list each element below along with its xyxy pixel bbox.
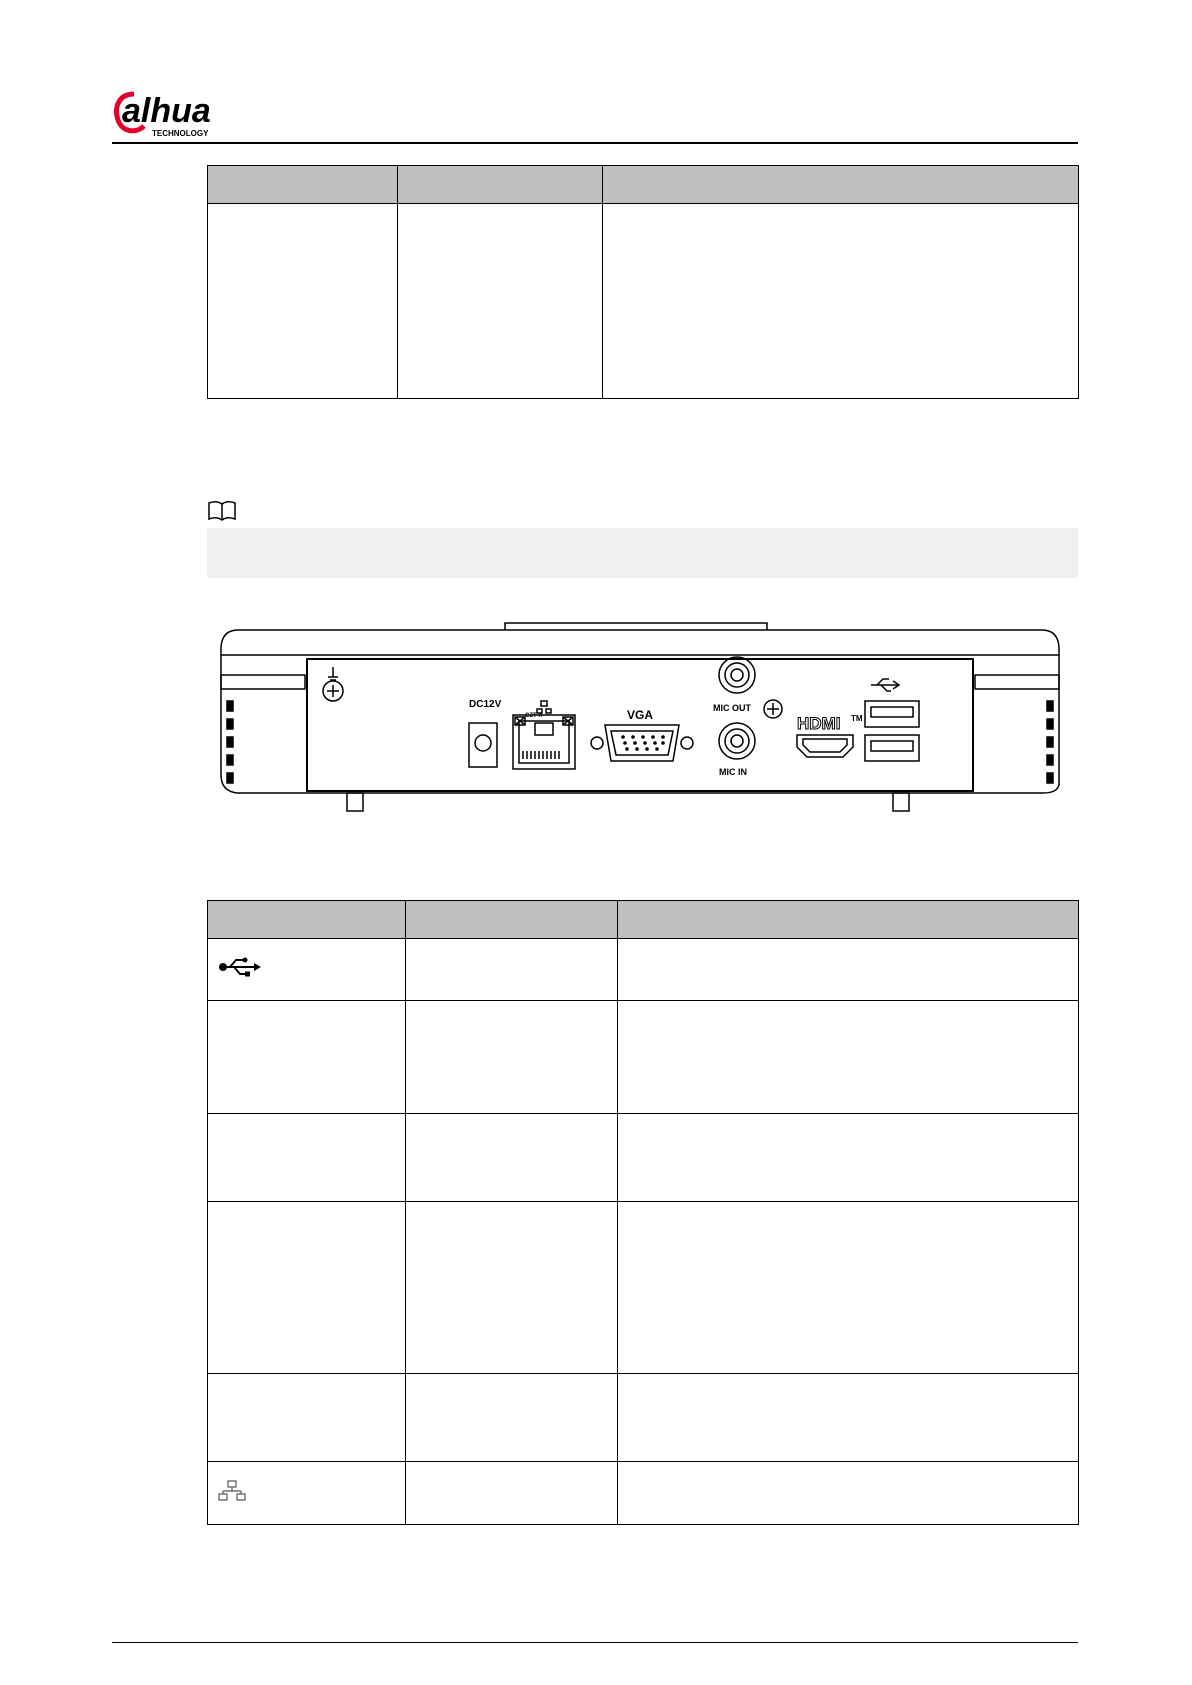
book-note-icon: [207, 500, 237, 522]
table-cell: [618, 1114, 1079, 1202]
table-cell: [208, 1001, 406, 1114]
table-row: [208, 1462, 1079, 1525]
usb-icon: [218, 957, 262, 977]
mic-in-label: MIC IN: [719, 767, 747, 777]
left-vents: [227, 701, 233, 783]
right-vents: [1047, 701, 1053, 783]
note-box: [207, 528, 1078, 578]
table-cell: [618, 1202, 1079, 1374]
foot-right: [893, 793, 909, 811]
table-header-row: [208, 901, 1079, 939]
foot-left: [347, 793, 363, 811]
header-cell: [406, 901, 618, 939]
table-cell: [208, 204, 398, 399]
table-cell: [208, 1462, 406, 1525]
table-cell: [406, 1374, 618, 1462]
header-cell: [603, 166, 1079, 204]
network-icon: [218, 1480, 246, 1502]
mic-in-jack: [719, 723, 755, 759]
table-row: [208, 1001, 1079, 1114]
footer-rule: [112, 1642, 1078, 1643]
table-cell: [406, 1462, 618, 1525]
table-cell: [618, 1374, 1079, 1462]
vga-port: [591, 725, 693, 761]
header-cell: [398, 166, 603, 204]
mic-out-label: MIC OUT: [713, 703, 751, 713]
vga-pins: [621, 735, 665, 751]
rear-panel-figure: [207, 615, 1073, 837]
table-cell: [406, 939, 618, 1001]
table-cell: [208, 1202, 406, 1374]
ethernet-port: [513, 701, 575, 769]
hdmi-label: HDMI: [797, 714, 841, 733]
dahua-logo: [112, 86, 272, 138]
table-cell: [406, 1114, 618, 1202]
table-cell: [208, 939, 406, 1001]
table-row: [208, 1374, 1079, 1462]
header-cell: [208, 901, 406, 939]
logo-wordmark: alhua: [122, 92, 211, 130]
logo-subtext: TECHNOLOGY: [152, 129, 209, 138]
dc-label: DC12V: [469, 699, 502, 710]
mic-out-jack: [719, 657, 755, 693]
table-cell: [618, 1001, 1079, 1114]
header-rule: [112, 142, 1078, 144]
usb-ports: [865, 679, 919, 761]
top-table: [207, 165, 1079, 399]
right-side-block: [975, 675, 1059, 689]
table-row: [208, 204, 1079, 399]
table-cell: [603, 204, 1079, 399]
table-cell: [208, 1114, 406, 1202]
vga-label: VGA: [627, 708, 654, 722]
table-header-row: [208, 166, 1079, 204]
table-cell: [406, 1202, 618, 1374]
dc-power-port: [469, 723, 497, 767]
table-cell: [618, 939, 1079, 1001]
table-cell: [208, 1374, 406, 1462]
ethernet-code-label: CZT X: [525, 713, 543, 719]
hdmi-tm-label: TM: [851, 714, 863, 723]
table-cell: [406, 1001, 618, 1114]
table-cell: [618, 1462, 1079, 1525]
panel-screw-icon: [764, 700, 782, 718]
left-side-block: [221, 675, 305, 689]
header-cell: [208, 166, 398, 204]
table-row: [208, 1202, 1079, 1374]
table-row: [208, 939, 1079, 1001]
header-cell: [618, 901, 1079, 939]
ground-screw-icon: [323, 667, 343, 701]
table-row: [208, 1114, 1079, 1202]
top-tab: [505, 623, 767, 630]
table-cell: [398, 204, 603, 399]
hdmi-port: [797, 735, 853, 757]
ports-table: [207, 900, 1079, 1525]
